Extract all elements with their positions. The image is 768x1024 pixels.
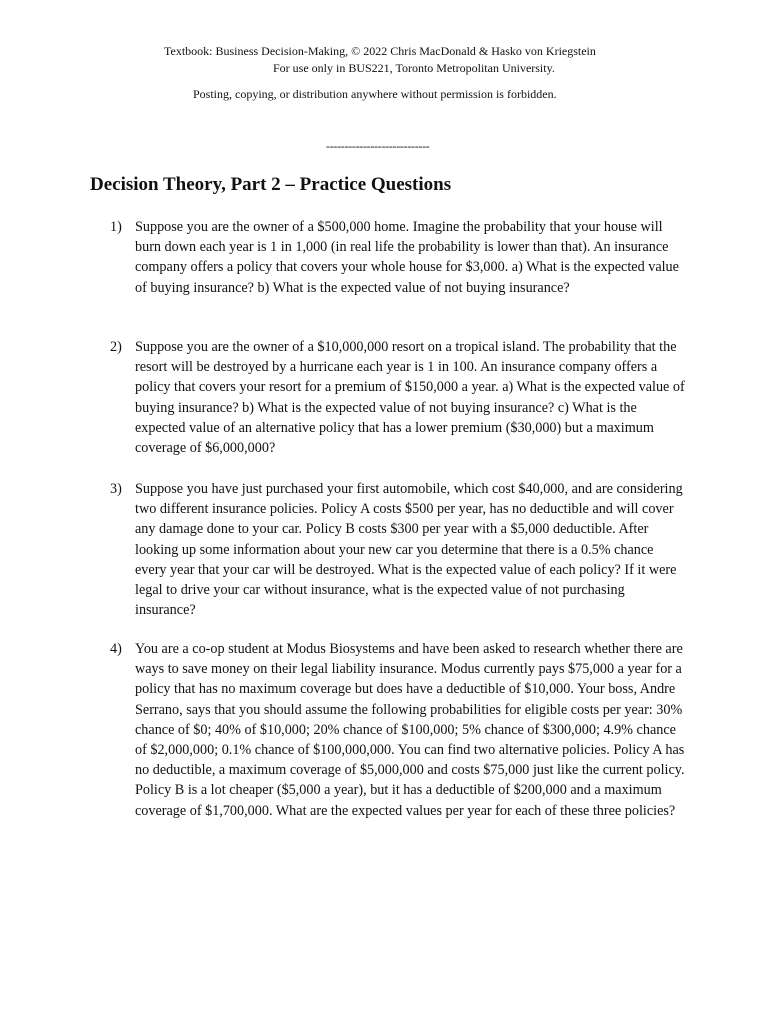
question-number: 4)	[110, 641, 122, 657]
question-number: 1)	[110, 219, 122, 235]
usage-restriction: For use only in BUS221, Toronto Metropolitan University.	[273, 61, 555, 75]
page-title: Decision Theory, Part 2 – Practice Questions	[90, 174, 452, 195]
question-number: 2)	[110, 339, 122, 355]
question-item	[110, 337, 685, 458]
question-item	[110, 639, 685, 821]
question-number: 3)	[110, 481, 122, 497]
question-item	[110, 217, 685, 298]
question-text: Suppose you are the owner of a $500,000 home. Imagine the probability that your house will burn down each year is 1 in 1,000 (in real life the probability is lower than that). An insurance company offers a policy that covers your whole house for $3,000. a) What is the expected value of buying insurance? b) What is the expected value of not buying insurance?	[135, 219, 679, 296]
copyright-notice: Posting, copying, or distribution anywhere without permission is forbidden.	[193, 87, 557, 101]
textbook-citation: Textbook: Business Decision-Making, © 2022 Chris MacDonald & Hasko von Kriegstein	[164, 44, 596, 58]
question-text: Suppose you are the owner of a $10,000,000 resort on a tropical island. The probability that the resort will be destroyed by a hurricane each year is 1 in 100. An insurance company offers a policy that covers your resort for a premium of $150,000 a year. a) What is the expected value of buying insurance? b) What is the expected value of not buying insurance? c) What is the expected value of an alternative policy that has a lower premium ($30,000) but a maximum coverage of $6,000,000?	[135, 339, 685, 457]
question-item	[110, 479, 685, 620]
question-text: Suppose you have just purchased your first automobile, which cost $40,000, and are considering two different insurance policies. Policy A costs $500 per year, has no deductible and will cover any damage done to your car. Policy B costs $300 per year with a $5,000 deductible. After looking up some information about your new car you determine that there is a 0.5% chance every year that your car will be destroyed. What is the expected value of each policy? If it were legal to drive your car without insurance, what is the expected value of not purchasing insurance?	[135, 481, 683, 619]
question-text: You are a co-op student at Modus Biosystems and have been asked to research whether there are ways to save money on their legal liability insurance. Modus currently pays $75,000 a year for a policy that has no maximum coverage but does have a deductible of $10,000. Your boss, Andre Serrano, says that you should assume the following probabilities for eligible costs per year: 30% chance of $0; 40% of $10,000; 20% chance of $100,000; 5% chance of $300,000; 4.9% chance of $2,000,000; 0.1% chance of $100,000,000. You can find two alternative policies. Policy A has no deductible, a maximum coverage of $5,000,000 and costs $75,000 just like the current policy. Policy B is a lot cheaper ($5,000 a year), but it has a deductible of $200,000 and a maximum coverage of $1,700,000. What are the expected values per year for each of these three policies?	[135, 641, 685, 819]
section-divider: ----------------------------	[326, 139, 430, 153]
